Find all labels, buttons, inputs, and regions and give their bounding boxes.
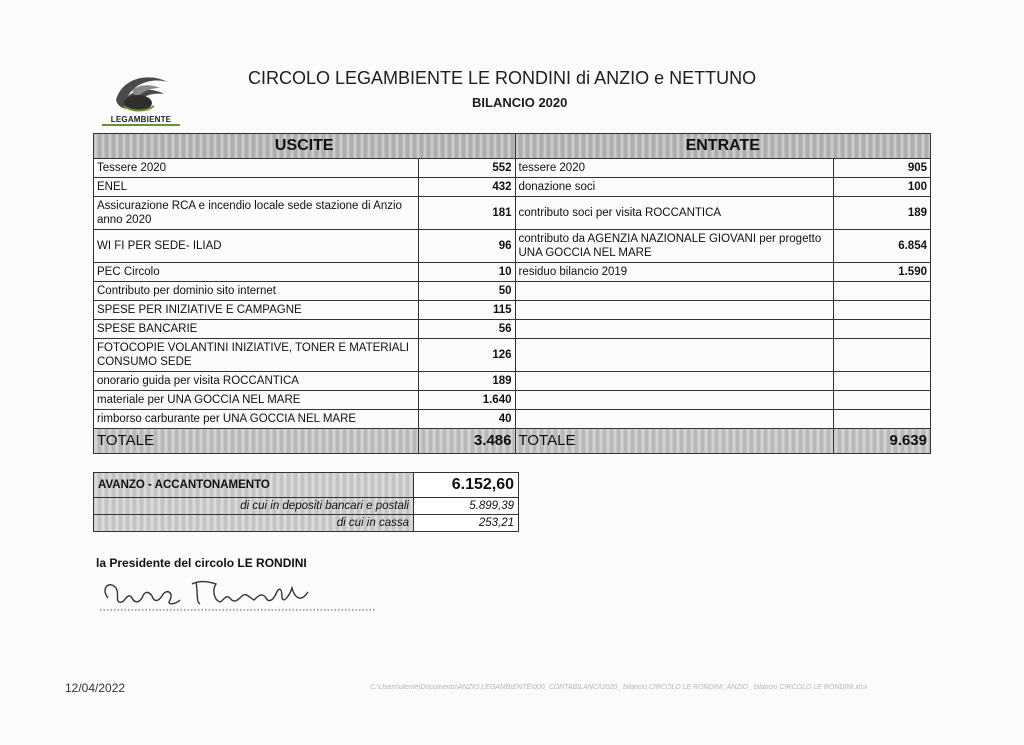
uscite-total-label: TOTALE	[94, 429, 419, 454]
table-row	[94, 178, 931, 197]
entrate-label: residuo bilancio 2019	[515, 263, 834, 282]
uscite-label: Contributo per dominio sito internet	[94, 282, 419, 301]
print-date: 12/04/2022	[65, 681, 126, 695]
entrate-label	[515, 372, 834, 391]
table-header-row	[94, 134, 931, 159]
depositi-row	[94, 498, 519, 515]
entrate-value	[834, 320, 931, 339]
cassa-value: 253,21	[414, 515, 519, 532]
uscite-label: onorario guida per visita ROCCANTICA	[94, 372, 419, 391]
swallow-logo-icon	[102, 70, 182, 116]
entrate-value	[834, 391, 931, 410]
entrate-value: 905	[834, 159, 931, 178]
table-row	[94, 263, 931, 282]
entrate-value	[834, 339, 931, 372]
table-row	[94, 410, 931, 429]
table-row	[94, 230, 931, 263]
uscite-value: 181	[418, 197, 515, 230]
entrate-label	[515, 282, 834, 301]
uscite-label: SPESE PER INIZIATIVE E CAMPAGNE	[94, 301, 419, 320]
logo-text: LEGAMBIENTE	[102, 115, 180, 126]
budget-table	[93, 133, 931, 454]
cassa-label: di cui in cassa	[94, 515, 414, 532]
uscite-value: 10	[418, 263, 515, 282]
uscite-label: SPESE BANCARIE	[94, 320, 419, 339]
uscite-label: rimborso carburante per UNA GOCCIA NEL MARE	[94, 410, 419, 429]
uscite-value: 552	[418, 159, 515, 178]
entrate-value	[834, 301, 931, 320]
table-row	[94, 372, 931, 391]
avanzo-value: 6.152,60	[414, 473, 519, 498]
entrate-label	[515, 320, 834, 339]
uscite-value: 115	[418, 301, 515, 320]
uscite-label: materiale per UNA GOCCIA NEL MARE	[94, 391, 419, 410]
uscite-value: 50	[418, 282, 515, 301]
president-label: la Presidente del circolo LE RONDINI	[96, 556, 307, 570]
table-row	[94, 159, 931, 178]
uscite-value: 40	[418, 410, 515, 429]
file-path: C:\Users\utente\Documents\ANZIO LEGAMBIENTE\000_CONTABILANCI\2020_ bilancio CIRCOLO LE RONDINI_ANZIO_ bilancio CIRCOLO LE RONDINI.xlsx	[370, 684, 868, 691]
avanzo-label: AVANZO - ACCANTONAMENTO	[94, 473, 414, 498]
table-row	[94, 282, 931, 301]
entrate-value: 1.590	[834, 263, 931, 282]
page-subtitle: BILANCIO 2020	[472, 95, 568, 110]
entrate-value	[834, 410, 931, 429]
uscite-label: FOTOCOPIE VOLANTINI INIZIATIVE, TONER E MATERIALI CONSUMO SEDE	[94, 339, 419, 372]
cassa-row	[94, 515, 519, 532]
uscite-label: Assicurazione RCA e incendio locale sede stazione di Anzio anno 2020	[94, 197, 419, 230]
signature-icon	[96, 574, 386, 614]
entrate-value: 100	[834, 178, 931, 197]
uscite-label: PEC Circolo	[94, 263, 419, 282]
depositi-value: 5.899,39	[414, 498, 519, 515]
uscite-value: 432	[418, 178, 515, 197]
depositi-label: di cui in depositi bancari e postali	[94, 498, 414, 515]
entrate-label	[515, 391, 834, 410]
entrate-total-label: TOTALE	[515, 429, 834, 454]
uscite-header: USCITE	[94, 134, 516, 159]
table-row	[94, 320, 931, 339]
entrate-value	[834, 372, 931, 391]
entrate-label: contributo da AGENZIA NAZIONALE GIOVANI per progetto UNA GOCCIA NEL MARE	[515, 230, 834, 263]
entrate-header: ENTRATE	[515, 134, 931, 159]
uscite-label: WI FI PER SEDE- ILIAD	[94, 230, 419, 263]
table-row	[94, 391, 931, 410]
uscite-value: 126	[418, 339, 515, 372]
uscite-value: 1.640	[418, 391, 515, 410]
uscite-label: Tessere 2020	[94, 159, 419, 178]
table-row	[94, 301, 931, 320]
uscite-total-value: 3.486	[418, 429, 515, 454]
entrate-label	[515, 339, 834, 372]
avanzo-row	[94, 473, 519, 498]
entrate-value: 6.854	[834, 230, 931, 263]
total-row	[94, 429, 931, 454]
entrate-total-value: 9.639	[834, 429, 931, 454]
entrate-label	[515, 301, 834, 320]
entrate-label	[515, 410, 834, 429]
uscite-value: 56	[418, 320, 515, 339]
table-row	[94, 197, 931, 230]
legambiente-logo	[102, 70, 182, 128]
table-row	[94, 339, 931, 372]
uscite-value: 96	[418, 230, 515, 263]
uscite-label: ENEL	[94, 178, 419, 197]
entrate-value	[834, 282, 931, 301]
entrate-label: donazione soci	[515, 178, 834, 197]
entrate-value: 189	[834, 197, 931, 230]
page-title: CIRCOLO LEGAMBIENTE LE RONDINI di ANZIO e NETTUNO	[248, 68, 757, 88]
uscite-value: 189	[418, 372, 515, 391]
entrate-label: tessere 2020	[515, 159, 834, 178]
avanzo-table	[93, 472, 519, 532]
entrate-label: contributo soci per visita ROCCANTICA	[515, 197, 834, 230]
